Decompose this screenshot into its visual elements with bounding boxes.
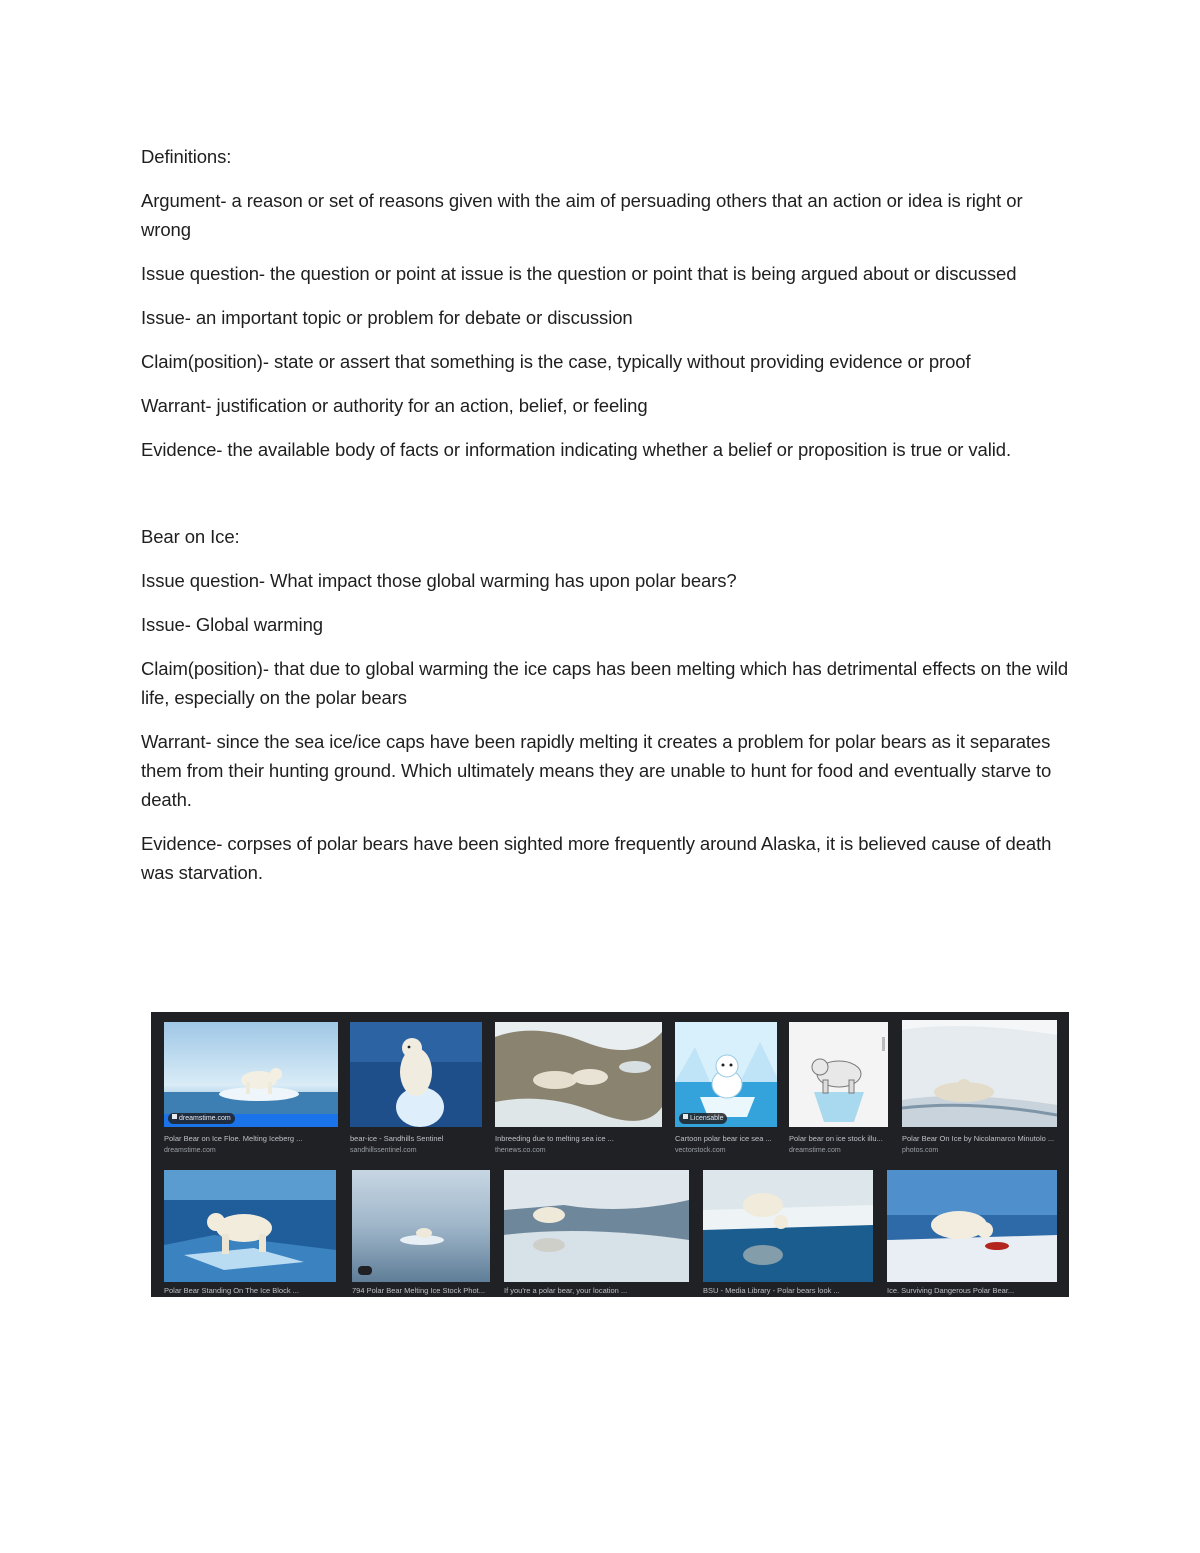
definition-issue-question: Issue question- the question or point at issue is the question or point that is being argued about or discussed — [141, 263, 1017, 284]
bear-issue: Issue- Global warming — [141, 614, 323, 635]
bear-on-ice-with-prey-image — [887, 1170, 1057, 1282]
image-caption[interactable]: Cartoon polar bear ice sea ... — [675, 1134, 772, 1143]
image-caption[interactable]: Polar Bear Standing On The Ice Block ... — [164, 1286, 299, 1295]
bear-drinking-water-image — [703, 1170, 873, 1282]
bear-warrant: Warrant- since the sea ice/ice caps have been rapidly melting it creates a problem for polar bears as it separates them from their hunting ground. Which ultimately means they are unable to hunt for food and eventually starve to death. — [141, 731, 1052, 810]
cartoon-bear-image — [675, 1022, 777, 1127]
bear-issue-question: Issue question- What impact those global warming has upon polar bears? — [141, 570, 737, 591]
bear-walking-on-floe-image — [504, 1170, 689, 1282]
image-caption[interactable]: Polar Bear On Ice by Nicolamarco Minutolo ... — [902, 1134, 1055, 1143]
image-search-screenshot — [151, 1012, 1069, 1297]
image-source-site: sandhillssentinel.com — [350, 1147, 417, 1154]
definition-issue: Issue- an important topic or problem for debate or discussion — [141, 307, 633, 328]
image-source-site: vectorstock.com — [675, 1147, 726, 1154]
image-caption[interactable]: 794 Polar Bear Melting Ice Stock Phot... — [352, 1286, 485, 1295]
bear-standing-on-ice-block-image — [164, 1170, 336, 1282]
bear-melting-ice-image — [352, 1170, 490, 1282]
definition-evidence: Evidence- the available body of facts or information indicating whether a belief or proposition is true or valid. — [141, 439, 1011, 460]
text-body — [141, 142, 1071, 902]
image-caption[interactable]: Ice. Surviving Dangerous Polar Bear... — [887, 1286, 1015, 1295]
license-badge: Licensable — [679, 1113, 727, 1124]
image-caption[interactable]: BSU - Media Library - Polar bears look ... — [703, 1286, 840, 1295]
bear-on-ice-chunk-image — [350, 1022, 482, 1127]
definition-claim: Claim(position)- state or assert that something is the case, typically without providing evidence or proof — [141, 351, 971, 372]
image-source-site: dreamstime.com — [164, 1147, 216, 1154]
image-caption[interactable]: Polar Bear on Ice Floe. Melting Iceberg ... — [164, 1134, 303, 1143]
bear-resting-on-ice-image — [495, 1022, 662, 1127]
image-source-site: thenews.co.com — [495, 1147, 546, 1154]
definitions-heading: Definitions: — [141, 146, 232, 167]
definition-argument: Argument- a reason or set of reasons given with the aim of persuading others that an action or idea is right or wrong — [141, 190, 1023, 240]
image-caption[interactable]: If you're a polar bear, your location ... — [504, 1286, 628, 1295]
bear-lying-on-ice-image — [902, 1020, 1057, 1127]
bear-evidence: Evidence- corpses of polar bears have been sighted more frequently around Alaska, it is believed cause of death was starvation. — [141, 833, 1052, 883]
image-caption[interactable]: Polar bear on ice stock illu... — [789, 1134, 883, 1143]
sketch-bear-image — [789, 1022, 888, 1127]
image-source-site: dreamstime.com — [789, 1147, 841, 1154]
bear-on-ice-heading: Bear on Ice: — [141, 526, 240, 547]
bear-on-floe-image — [164, 1022, 338, 1127]
image-source-site: photos.com — [902, 1147, 939, 1154]
image-caption[interactable]: Inbreeding due to melting sea ice ... — [495, 1134, 614, 1143]
source-badge: dreamstime.com — [168, 1113, 235, 1124]
image-caption[interactable]: bear-ice - Sandhills Sentinel — [350, 1134, 444, 1143]
section-spacer — [141, 479, 1071, 522]
definition-warrant: Warrant- justification or authority for an action, belief, or feeling — [141, 395, 648, 416]
bear-claim: Claim(position)- that due to global warming the ice caps has been melting which has detrimental effects on the wild life, especially on the polar bears — [141, 658, 1069, 708]
